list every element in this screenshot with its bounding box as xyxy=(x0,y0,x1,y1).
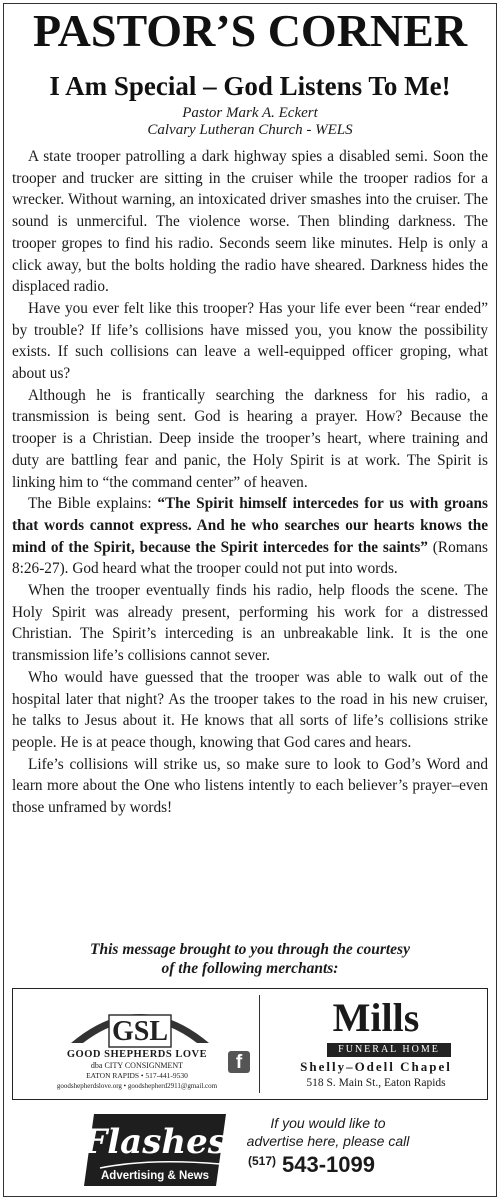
flashes-name: Flashes xyxy=(83,1122,227,1162)
paragraph: A state trooper patrolling a dark highway spies a disabled semi. Soon the trooper and trucker are sitting in the cruiser while the trooper radios for a wrecker. Without warning, an intoxicated driver smashes into the cruiser. The sound is unmerciful. The violence worse. Then blinding darkness. The trooper gropes to find his radio. Seconds seem like minutes. Help is only a click away, but the bolts holding the radio have sheared. Darkness hides the displaced radio. xyxy=(12,148,488,296)
advertise-phone xyxy=(248,1152,418,1178)
paragraph-lead: The Bible explains: xyxy=(28,495,158,513)
gsl-name: GOOD SHEPHERDS LOVE xyxy=(66,1049,208,1060)
paragraph: Although he is frantically searching the darkness for his radio, a transmission is being sent. God is hearing a prayer. How? Because the trooper is a Christian. Deep inside the trooper’s heart, where training and duty are battling fear and panic, the Holy Spirit is at work. The Spirit is linking him to “the command center” of heaven. xyxy=(12,386,488,491)
mills-logo: Mills xyxy=(332,995,420,1040)
paragraph-scripture xyxy=(12,493,488,580)
paragraph: Life’s collisions will strike us, so make sure to look to God’s Word and learn more about the One who listens intently to each believer’s prayer–even those unframed by words! xyxy=(12,755,488,817)
article-headline: I Am Special – God Listens To Me! xyxy=(49,71,451,101)
mills-chapel: Shelly–Odell Chapel xyxy=(300,1059,452,1074)
paragraph: Who would have guessed that the trooper was able to walk out of the hospital later that night? As the trooper takes to the road in his new cruiser, he talks to Jesus about it. He knows that all sorts of life’s collisions strike people. He is at peace though, knowing that God cares and hears. xyxy=(12,668,488,751)
sponsor-box xyxy=(12,988,488,1100)
phone-number: 543-1099 xyxy=(282,1152,375,1177)
byline-church: Calvary Lutheran Church - WELS xyxy=(147,122,353,138)
gsl-city-phone: EATON RAPIDS • 517-441-9530 xyxy=(86,1071,188,1080)
flashes-subtitle: Advertising & News xyxy=(101,1170,209,1182)
facebook-icon: f xyxy=(228,1051,250,1073)
mills-tagline: FUNERAL HOME xyxy=(327,1043,451,1057)
paragraph: Have you ever felt like this trooper? Has your life ever been “rear ended” by trouble? If life’s collisions have missed you, you know the possibility exists. If such collisions can leave a well-equipped officer groping, what about us? xyxy=(12,299,488,383)
paragraph: When the trooper eventually finds his radio, help floods the scene. The Holy Spirit was already present, performing his work for a distressed Christian. The Spirit’s interceding is an unbreakable link. It is the one transmission life’s collisions cannot sever. xyxy=(12,582,488,665)
paragraph-tail: (Romans 8:26-27). God heard what the trooper could not put into words. xyxy=(12,538,489,578)
phone-area-code: (517) xyxy=(248,1154,277,1168)
courtesy-line: This message brought to you through the courtesy xyxy=(90,941,410,958)
masthead-title: PASTOR’S CORNER xyxy=(32,5,468,56)
gsl-logo-text: GSL xyxy=(111,1016,169,1047)
article-body xyxy=(12,146,488,819)
flashes-logo xyxy=(80,1108,230,1192)
gsl-web-email: goodshepherdslove.org • goodshepherd2911@gmail.com xyxy=(56,1082,218,1090)
advertise-prompt: If you would like to xyxy=(270,1115,386,1131)
gsl-logo xyxy=(65,993,215,1049)
courtesy-line: of the following merchants: xyxy=(161,960,339,977)
gsl-dba: dba CITY CONSIGNMENT xyxy=(90,1061,184,1070)
sponsor-divider xyxy=(259,995,260,1093)
byline-author: Pastor Mark A. Eckert xyxy=(182,105,318,121)
mills-address: 518 S. Main St., Eaton Rapids xyxy=(306,1077,446,1089)
advertise-prompt: advertise here, please call xyxy=(246,1133,410,1149)
scripture-quote: “The Spirit himself intercedes for us with groans that words cannot express. And he who searches our hearts knows the mind of the Spirit, because the Spirit intercedes for the saints” xyxy=(12,495,488,556)
